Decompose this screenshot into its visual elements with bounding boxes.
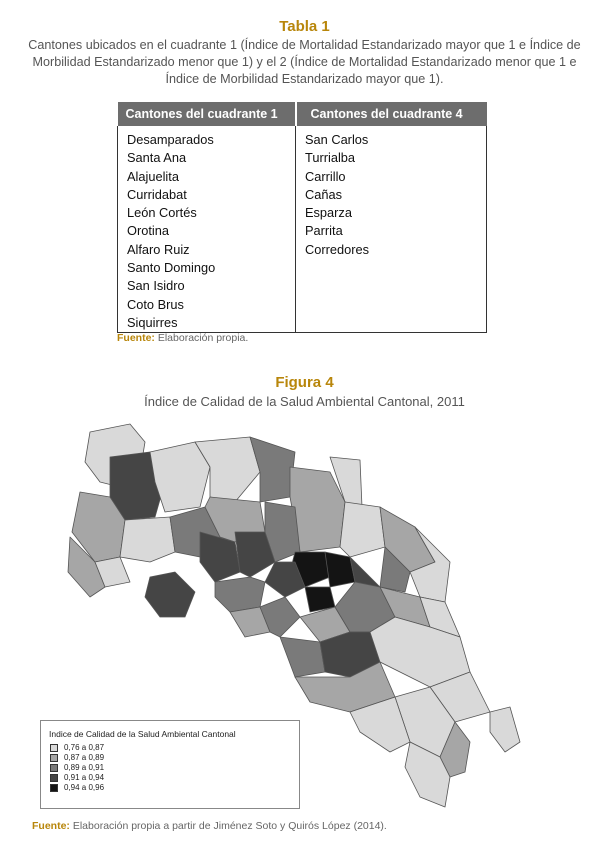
canton-list-item: San Carlos bbox=[305, 132, 369, 147]
table-title: Tabla 1 bbox=[279, 18, 330, 35]
legend-label: 0,76 a 0,87 bbox=[64, 743, 105, 752]
legend-item bbox=[50, 753, 104, 763]
canton-list-item: Siquirres bbox=[127, 314, 178, 330]
legend-item bbox=[50, 743, 104, 753]
cantones-table bbox=[117, 102, 487, 333]
map-legend bbox=[40, 720, 300, 809]
table-source bbox=[117, 332, 248, 344]
legend-item bbox=[50, 783, 104, 793]
legend-swatch bbox=[50, 754, 58, 762]
canton-region bbox=[490, 707, 520, 752]
table-source-label: Fuente: bbox=[117, 332, 155, 344]
canton-list-item: Alfaro Ruiz bbox=[127, 241, 190, 257]
legend-label: 0,89 a 0,91 bbox=[64, 763, 105, 772]
legend-swatch bbox=[50, 744, 58, 752]
canton-region bbox=[340, 502, 385, 557]
figure-source bbox=[32, 820, 387, 832]
canton-list-item: Coto Brus bbox=[127, 296, 184, 312]
canton-list-item: Alajuelita bbox=[127, 168, 179, 184]
figure-source-text: Elaboración propia a partir de Jiménez Soto y Quirós López (2014). bbox=[72, 820, 387, 832]
canton-region bbox=[280, 637, 325, 677]
legend-item bbox=[50, 763, 104, 773]
figure-subtitle: Índice de Calidad de la Salud Ambiental Cantonal, 2011 bbox=[144, 394, 465, 409]
canton-region bbox=[145, 572, 195, 617]
legend-title: Indice de Calidad de la Salud Ambiental Cantonal bbox=[49, 729, 236, 739]
figure-source-label: Fuente: bbox=[32, 820, 70, 832]
legend-label: 0,91 a 0,94 bbox=[64, 773, 105, 782]
canton-region bbox=[120, 517, 175, 562]
canton-list-item: Parrita bbox=[305, 223, 343, 239]
canton-list-item: Corredores bbox=[305, 241, 370, 257]
figure-title: Figura 4 bbox=[275, 374, 334, 391]
legend-swatch bbox=[50, 764, 58, 772]
canton-list-item: Cañas bbox=[305, 186, 342, 202]
header-cuadrante-4: Cantones del cuadrante 4 bbox=[296, 102, 487, 126]
legend-item bbox=[50, 773, 104, 783]
header-cuadrante-1: Cantones del cuadrante 1 bbox=[118, 102, 296, 126]
column-cuadrante-1 bbox=[118, 126, 296, 333]
table-source-text: Elaboración propia. bbox=[157, 332, 249, 344]
canton-list-item: Santa Ana bbox=[127, 150, 187, 166]
canton-list-item: San Isidro bbox=[127, 278, 185, 294]
canton-list-item: Curridabat bbox=[127, 186, 187, 202]
canton-region bbox=[215, 577, 265, 612]
legend-swatch bbox=[50, 784, 58, 792]
canton-list-item: Desamparados bbox=[127, 132, 214, 147]
canton-list-item: Turrialba bbox=[305, 150, 356, 166]
canton-list-item: Esparza bbox=[305, 205, 352, 221]
canton-list-item: Orotina bbox=[127, 223, 169, 239]
legend-label: 0,94 a 0,96 bbox=[64, 783, 105, 792]
column-cuadrante-4 bbox=[296, 126, 487, 333]
canton-list-item: León Cortés bbox=[127, 205, 197, 221]
canton-list-item: Carrillo bbox=[305, 168, 346, 184]
legend-label: 0,87 a 0,89 bbox=[64, 753, 105, 762]
canton-list-item: Santo Domingo bbox=[127, 260, 216, 276]
table-caption: Cantones ubicados en el cuadrante 1 (Índice de Mortalidad Estandarizado mayor que 1 e Índice de Morbilidad Estandarizado menor que 1) y el 2 (Índice de Mortalidad Estandarizado menor que 1 e Índice de Morbilidad Estandarizado mayor que 1). bbox=[28, 38, 581, 86]
legend-swatch bbox=[50, 774, 58, 782]
